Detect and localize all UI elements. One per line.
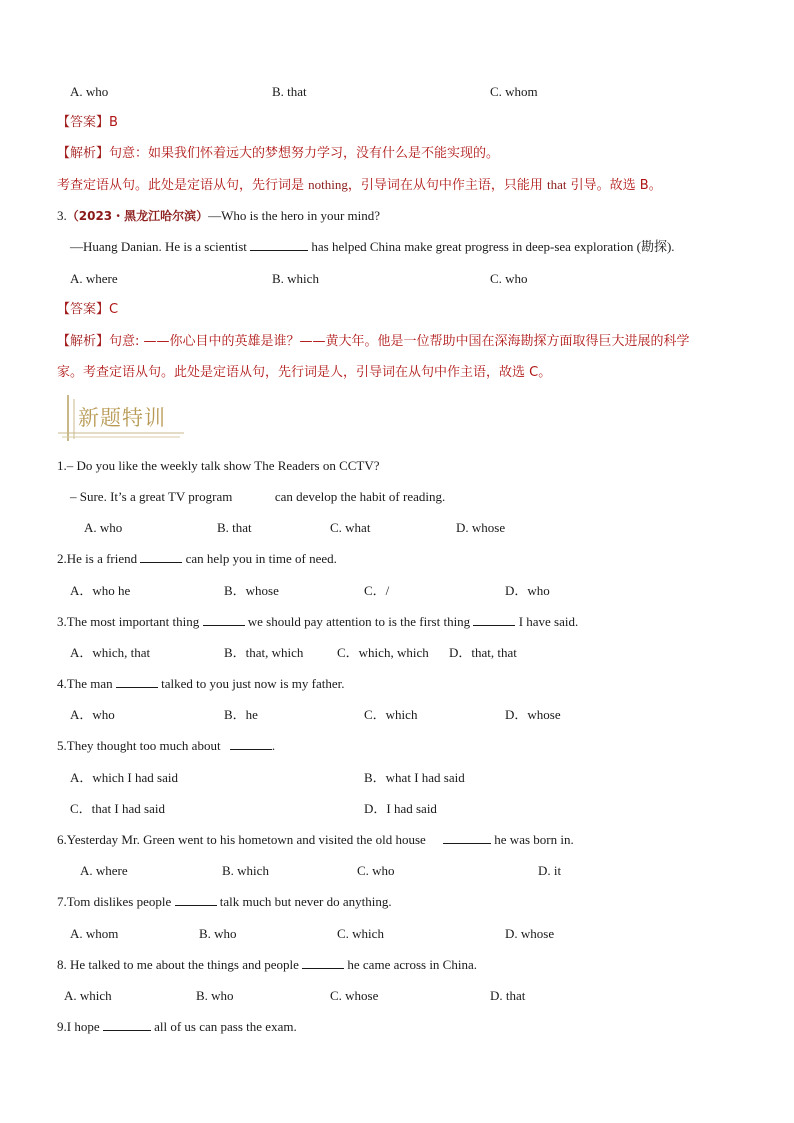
answer-blank — [302, 956, 344, 969]
answer-blank — [473, 613, 515, 626]
question-text: we should pay attention to is the first thing — [247, 614, 471, 629]
question-text: —Who is the hero in your mind? — [208, 208, 381, 223]
answer-blank — [443, 831, 491, 844]
question-text: he came across in China. — [347, 957, 477, 972]
question-5 — [57, 737, 275, 755]
question-text: can help you in time of need. — [185, 551, 337, 566]
question-source: （2023・黑龙江哈尔滨） — [66, 209, 209, 223]
answer-line — [57, 301, 118, 319]
option-a: A. where — [70, 271, 118, 286]
answer-line — [57, 114, 118, 132]
option-a: A. whom — [70, 926, 119, 941]
option-c: C．which, which — [337, 645, 429, 660]
answer-blank — [116, 675, 158, 688]
option-a: A．which I had said — [70, 770, 178, 785]
option-a: A．which, that — [70, 645, 151, 660]
question-text: talked to you just now is my father. — [161, 676, 345, 691]
keyword: that — [547, 177, 567, 192]
question-3-line-2 — [70, 238, 675, 256]
answer-tag: 【答案】 — [57, 115, 110, 130]
question-6 — [57, 831, 574, 849]
option-b: B. which — [272, 271, 319, 286]
analysis-text: 句意：如果我们怀着远大的梦想努力学习，没有什么是不能实现的。 — [109, 146, 500, 161]
analysis-line-2 — [57, 176, 662, 195]
option-a: A．who he — [70, 583, 131, 598]
analysis-text-part: 引导。故选 B。 — [566, 178, 662, 193]
option-d: D．that, that — [449, 645, 517, 660]
section-banner — [56, 393, 186, 443]
question-text: 9.I hope — [57, 1019, 100, 1034]
answer-blank — [250, 238, 308, 251]
answer-blank — [230, 737, 272, 750]
question-text: he was born in. — [494, 832, 574, 847]
question-text: 2.He is a friend — [57, 551, 138, 566]
answer-blank — [203, 613, 245, 626]
option-a: A．who — [70, 707, 115, 722]
option-c: C. what — [330, 520, 371, 535]
option-b: B．what I had said — [364, 770, 465, 785]
question-4 — [57, 675, 345, 693]
question-text: 4.The man — [57, 676, 113, 691]
question-text: 8. He talked to me about the things and people — [57, 957, 299, 972]
analysis-text: 句意: ——你心目中的英雄是谁？——黄大年。他是一位帮助中国在深海勘探方面取得巨大进展的科学 — [109, 334, 690, 349]
option-b: B. which — [222, 863, 269, 878]
question-9 — [57, 1018, 297, 1036]
option-a: A. where — [80, 863, 128, 878]
analysis-tag: 【解析】 — [57, 146, 110, 161]
question-1-line-2 — [70, 488, 445, 506]
option-b: B. that — [217, 520, 252, 535]
question-text: has helped China make great progress in deep-sea exploration (勘探). — [311, 239, 675, 254]
option-c: C. whose — [330, 988, 379, 1003]
question-text: . — [271, 738, 276, 753]
question-text: 7.Tom dislikes people — [57, 894, 172, 909]
option-a: A. which — [64, 988, 112, 1003]
option-d: D．whose — [505, 707, 561, 722]
option-b: B. who — [196, 988, 234, 1003]
keyword: nothing — [308, 177, 348, 192]
question-8 — [57, 956, 477, 974]
option-c: C．/ — [364, 583, 390, 598]
option-d: D．I had said — [364, 801, 437, 816]
question-2 — [57, 550, 337, 568]
option-d: D. it — [538, 863, 562, 878]
question-text: 6.Yesterday Mr. Green went to his hometown and visited the old house — [57, 832, 426, 847]
question-7 — [57, 893, 392, 911]
option-b: B. who — [199, 926, 237, 941]
option-a: A. who — [84, 520, 123, 535]
analysis-line — [57, 333, 690, 351]
question-text: talk much but never do anything. — [219, 894, 392, 909]
analysis-text-part: ，引导词在从句中作主语，只能用 — [347, 178, 548, 193]
question-3 — [57, 207, 380, 225]
option-b: B．whose — [224, 583, 279, 598]
option-a: A. who — [70, 84, 109, 99]
question-text: 5.They thought too much about — [57, 738, 221, 753]
analysis-line-2: 家。考查定语从句。此处是定语从句，先行词是人，引导词在从句中作主语，故选 C。 — [57, 365, 552, 380]
question-text: —Huang Danian. He is a scientist — [70, 239, 247, 254]
option-d: D．who — [505, 583, 550, 598]
option-b: B．he — [224, 707, 258, 722]
question-text: can develop the habit of reading. — [274, 489, 446, 504]
answer-value: B — [109, 115, 118, 130]
option-c: C. who — [490, 271, 528, 286]
question-1: 1.– Do you like the weekly talk show The Readers on CCTV? — [57, 458, 380, 473]
answer-blank — [175, 893, 217, 906]
question-3-new — [57, 613, 578, 631]
option-d: D. whose — [456, 520, 506, 535]
answer-value: C — [109, 302, 119, 317]
option-c: C. whom — [490, 84, 538, 99]
option-c: C．that I had said — [70, 801, 165, 816]
analysis-text-part: 考查定语从句。此处是定语从句，先行词是 — [57, 178, 309, 193]
option-d: D. that — [490, 988, 526, 1003]
analysis-line — [57, 145, 499, 163]
option-b: B．that, which — [224, 645, 304, 660]
question-text: – Sure. It’s a great TV program — [70, 489, 233, 504]
question-text: 3.The most important thing — [57, 614, 200, 629]
analysis-tag: 【解析】 — [57, 334, 110, 349]
answer-blank — [140, 550, 182, 563]
option-c: C. which — [337, 926, 384, 941]
option-d: D. whose — [505, 926, 555, 941]
answer-blank — [103, 1018, 151, 1031]
question-text: I have said. — [518, 614, 579, 629]
question-text: all of us can pass the exam. — [154, 1019, 297, 1034]
answer-tag: 【答案】 — [57, 302, 110, 317]
option-c: C．which — [364, 707, 418, 722]
option-b: B. that — [272, 84, 307, 99]
banner-title: 新题特训 — [78, 406, 166, 430]
option-c: C. who — [357, 863, 395, 878]
question-number: 3. — [57, 208, 67, 223]
